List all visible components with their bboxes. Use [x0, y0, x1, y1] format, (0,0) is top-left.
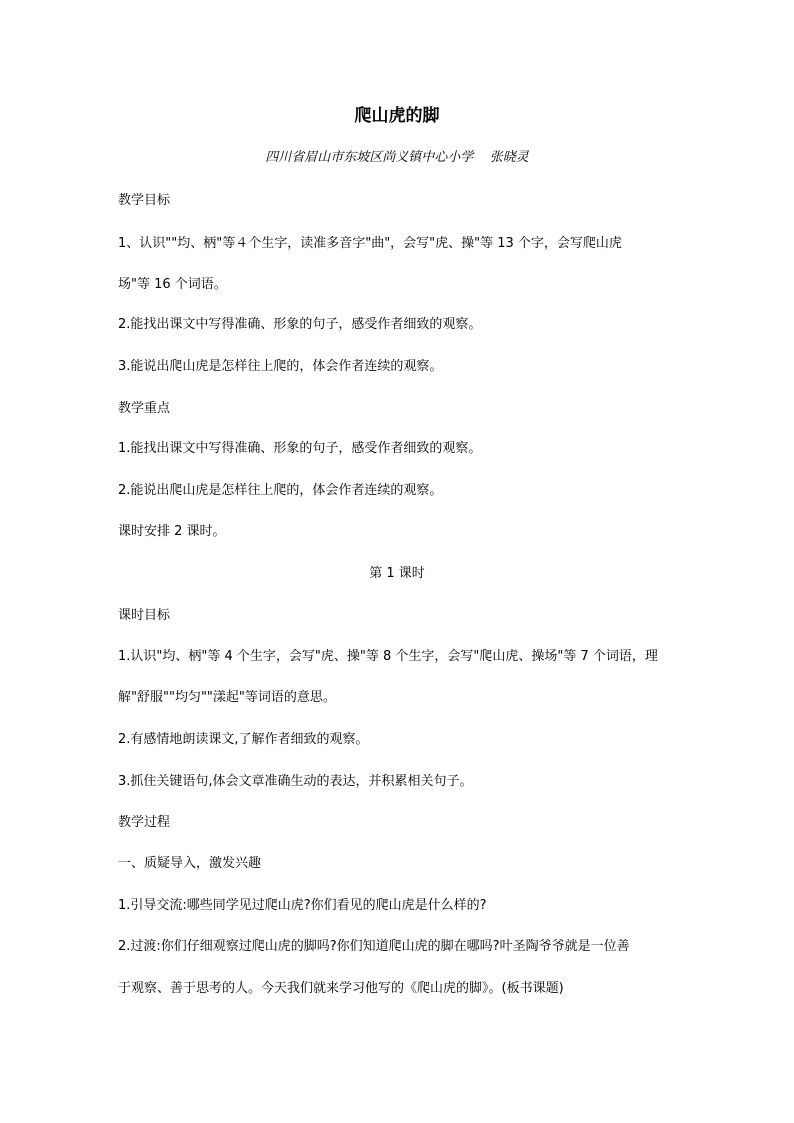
paragraph-line: 2.有感情地朗读课文,了解作者细致的观察。	[118, 732, 369, 747]
paragraph-line: 2.过渡:你们仔细观察过爬山虎的脚吗?你们知道爬山虎的脚在哪吗?叶圣陶爷爷就是一位善	[118, 939, 630, 954]
paragraph-line: 1.引导交流:哪些同学见过爬山虎?你们看见的爬山虎是什么样的?	[118, 898, 487, 913]
paragraph-line: 3.能说出爬山虎是怎样往上爬的，体会作者连续的观察。	[118, 359, 443, 374]
author-line: 四川省眉山市东坡区尚义镇中心小学 张晓灵	[265, 150, 529, 165]
paragraph-line: 于观察、善于思考的人。今天我们就来学习他写的《爬山虎的脚》。(板书课题)	[118, 981, 564, 996]
paragraph-line: 3.抓住关键语句,体会文章准确生动的表达，并积累相关句子。	[118, 774, 473, 789]
lesson-heading: 第 1 课时	[369, 566, 425, 581]
paragraph-line: 解"舒服""均匀""漾起"等词语的意思。	[118, 690, 336, 705]
paragraph-line: 1、认识""均、柄"等４个生字，读准多音字"曲"，会写"虎、操"等 13 个字，会写爬山虎	[118, 236, 622, 251]
paragraph-line: 场"等 16 个词语。	[118, 277, 227, 292]
paragraph-line: 2.能找出课文中写得准确、形象的句子，感受作者细致的观察。	[118, 317, 482, 332]
paragraph-line: 1.认识"均、柄"等 4 个生字，会写"虎、操"等 8 个生字，会写"爬山虎、操场"等 7 个词语，理	[118, 649, 658, 664]
paragraph-line: 1.能找出课文中写得准确、形象的句子，感受作者细致的观察。	[118, 441, 482, 456]
heading-teaching-goals: 教学目标	[118, 193, 171, 208]
heading-teaching-process: 教学过程	[118, 815, 171, 830]
section-heading: 一、质疑导入，激发兴趣	[118, 856, 262, 871]
heading-teaching-focus: 教学重点	[118, 401, 171, 416]
paragraph-line: 2.能说出爬山虎是怎样往上爬的，体会作者连续的观察。	[118, 483, 443, 498]
class-hours-line: 课时安排 2 课时。	[118, 524, 226, 539]
document-title: 爬山虎的脚	[354, 106, 440, 126]
heading-lesson-goals: 课时目标	[118, 608, 171, 623]
